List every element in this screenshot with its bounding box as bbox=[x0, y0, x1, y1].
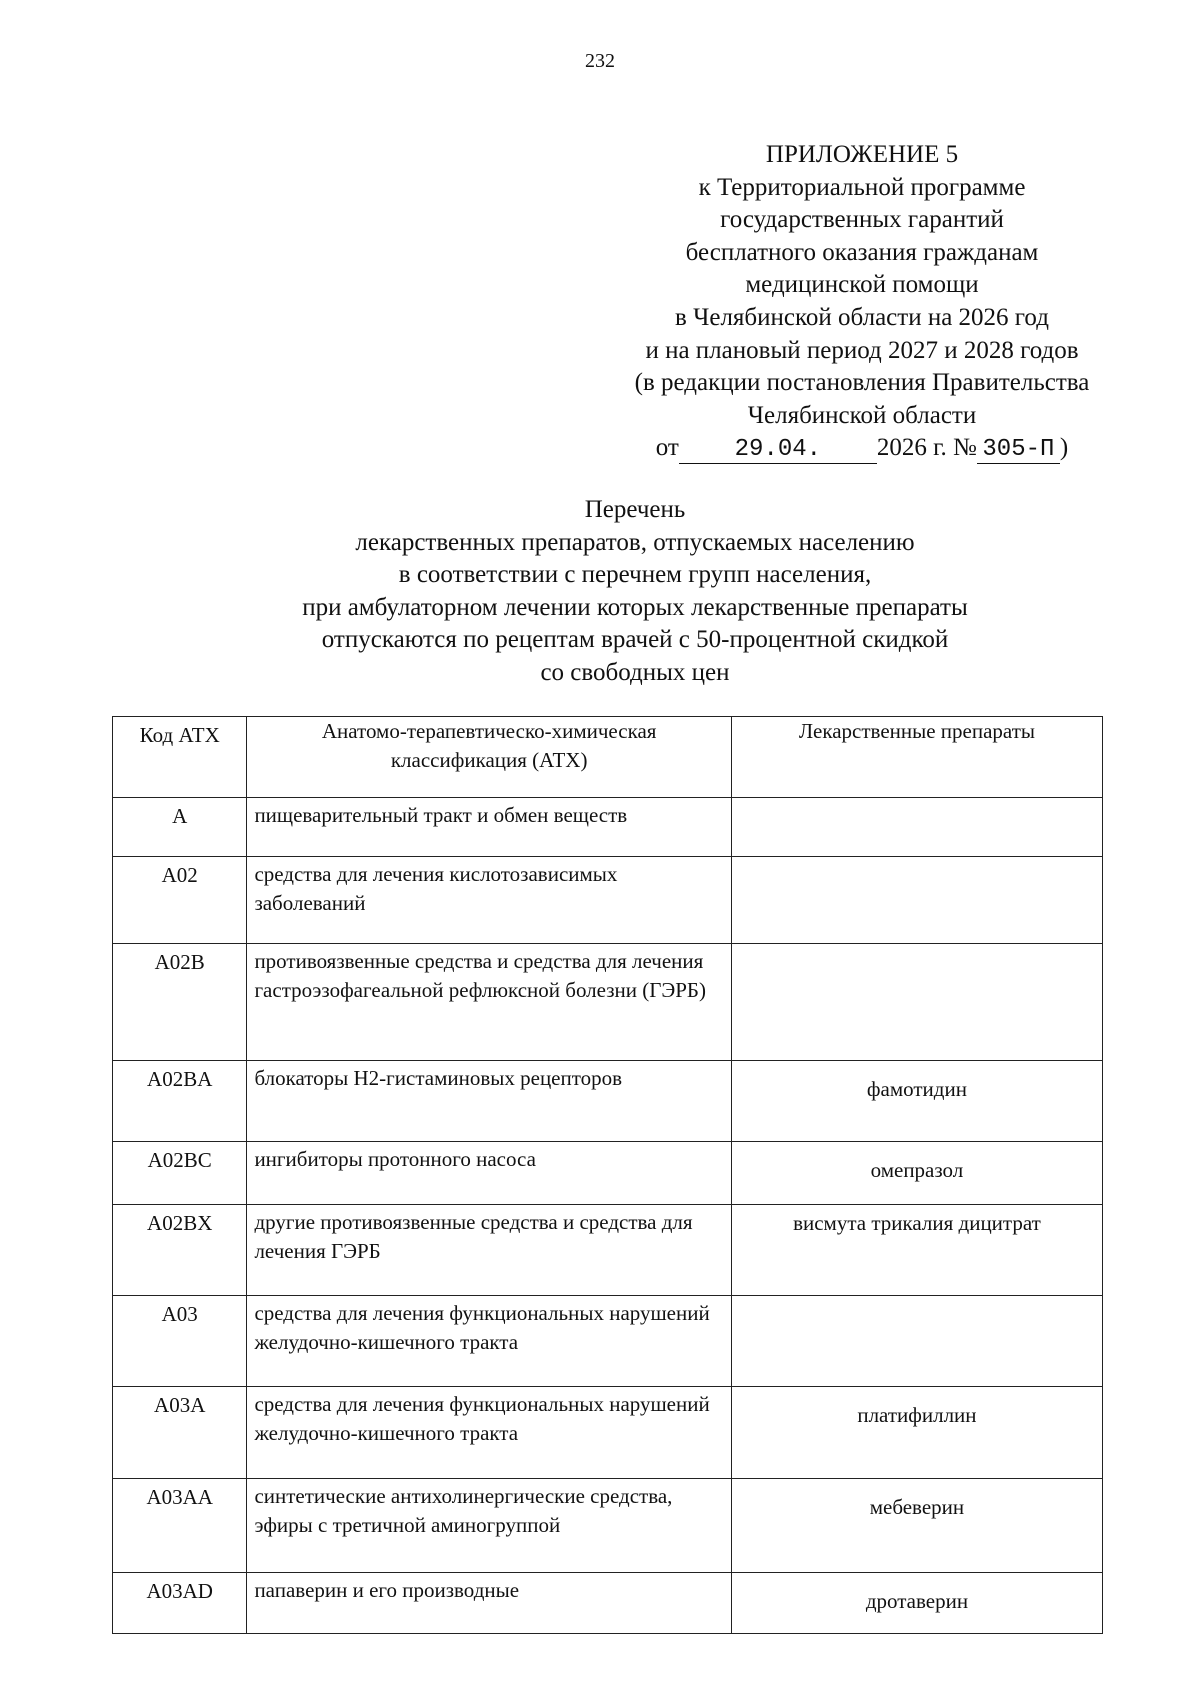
resolution-date-line bbox=[598, 432, 1126, 465]
atx-code: A02B bbox=[113, 944, 247, 1061]
atx-classification: другие противоязвенные средства и средства для лечения ГЭРБ bbox=[247, 1205, 731, 1296]
table-header-row bbox=[113, 717, 1103, 798]
atx-code: A bbox=[113, 798, 247, 857]
appendix-line: Челябинской области bbox=[747, 401, 977, 429]
atx-code: A02BX bbox=[113, 1205, 247, 1296]
drug-name: фамотидин bbox=[731, 1061, 1102, 1142]
appendix-header bbox=[598, 139, 1126, 465]
list-title-line: при амбулаторном лечении которых лекарственные препараты bbox=[302, 593, 968, 621]
list-title-line: лекарственных препаратов, отпускаемых населению bbox=[355, 528, 915, 556]
table-row bbox=[113, 944, 1103, 1061]
atx-classification: папаверин и его производные bbox=[247, 1573, 731, 1634]
header-drugs: Лекарственные препараты bbox=[731, 717, 1102, 798]
table-row bbox=[113, 1387, 1103, 1479]
appendix-line: медицинской помощи bbox=[745, 271, 979, 299]
list-title-line: в соответствии с перечнем групп населения, bbox=[398, 561, 872, 589]
list-title bbox=[0, 494, 1200, 690]
table-row bbox=[113, 1296, 1103, 1387]
list-title-line: Перечень bbox=[584, 496, 686, 523]
atx-classification: средства для лечения кислотозависимых заболеваний bbox=[247, 857, 731, 944]
table-row bbox=[113, 1205, 1103, 1296]
atx-code: A02 bbox=[113, 857, 247, 944]
drug-name: мебеверин bbox=[731, 1479, 1102, 1573]
drug-name: омепразол bbox=[731, 1142, 1102, 1205]
drug-name: платифиллин bbox=[731, 1387, 1102, 1479]
appendix-line: государственных гарантий bbox=[720, 206, 1004, 234]
date-prefix: от bbox=[655, 434, 679, 462]
appendix-line: и на плановый период 2027 и 2028 годов bbox=[645, 336, 1079, 364]
appendix-line: (в редакции постановления Правительства bbox=[634, 369, 1090, 397]
drug-name bbox=[731, 857, 1102, 944]
table-row bbox=[113, 1061, 1103, 1142]
year-text: 2026 г. № bbox=[876, 434, 977, 462]
list-title-line: отпускаются по рецептам врачей с 50-процентной скидкой bbox=[321, 626, 949, 654]
closing-paren: ) bbox=[1059, 434, 1069, 462]
resolution-number: 305-П bbox=[977, 437, 1060, 464]
atx-classification: средства для лечения функциональных нарушений желудочно-кишечного тракта bbox=[247, 1296, 731, 1387]
atx-classification: ингибиторы протонного насоса bbox=[247, 1142, 731, 1205]
atx-code: A03A bbox=[113, 1387, 247, 1479]
atx-classification: пищеварительный тракт и обмен веществ bbox=[247, 798, 731, 857]
table-row bbox=[113, 1479, 1103, 1573]
drug-name bbox=[731, 944, 1102, 1061]
atx-classification: блокаторы Н2-гистаминовых рецепторов bbox=[247, 1061, 731, 1142]
drug-name: висмута трикалия дицитрат bbox=[731, 1205, 1102, 1296]
date-value: 29.04. bbox=[679, 437, 877, 464]
appendix-title: ПРИЛОЖЕНИЕ 5 bbox=[765, 141, 959, 168]
header-classification: Анатомо-терапевтическо-химическая классификация (АТХ) bbox=[247, 717, 731, 798]
table-row bbox=[113, 798, 1103, 857]
drug-name bbox=[731, 1296, 1102, 1387]
atx-classification: синтетические антихолинергические средства, эфиры с третичной аминогруппой bbox=[247, 1479, 731, 1573]
atx-classification: средства для лечения функциональных нарушений желудочно-кишечного тракта bbox=[247, 1387, 731, 1479]
atx-classification: противоязвенные средства и средства для лечения гастроэзофагеальной рефлюксной болезни (ГЭРБ) bbox=[247, 944, 731, 1061]
appendix-line: в Челябинской области на 2026 год bbox=[675, 303, 1049, 331]
atx-code: A03 bbox=[113, 1296, 247, 1387]
drug-name: дротаверин bbox=[731, 1573, 1102, 1634]
page-number: 232 bbox=[585, 50, 615, 72]
appendix-line: бесплатного оказания гражданам bbox=[685, 238, 1039, 266]
atx-table bbox=[112, 716, 1103, 1634]
header-code: Код АТХ bbox=[113, 717, 247, 798]
appendix-line: к Территориальной программе bbox=[698, 173, 1026, 201]
atx-code: A02BA bbox=[113, 1061, 247, 1142]
drug-name bbox=[731, 798, 1102, 857]
table-row bbox=[113, 857, 1103, 944]
atx-code: A03AA bbox=[113, 1479, 247, 1573]
table-row bbox=[113, 1142, 1103, 1205]
atx-code: A03AD bbox=[113, 1573, 247, 1634]
table-row bbox=[113, 1573, 1103, 1634]
list-title-line: со свободных цен bbox=[540, 658, 730, 686]
atx-code: A02BC bbox=[113, 1142, 247, 1205]
